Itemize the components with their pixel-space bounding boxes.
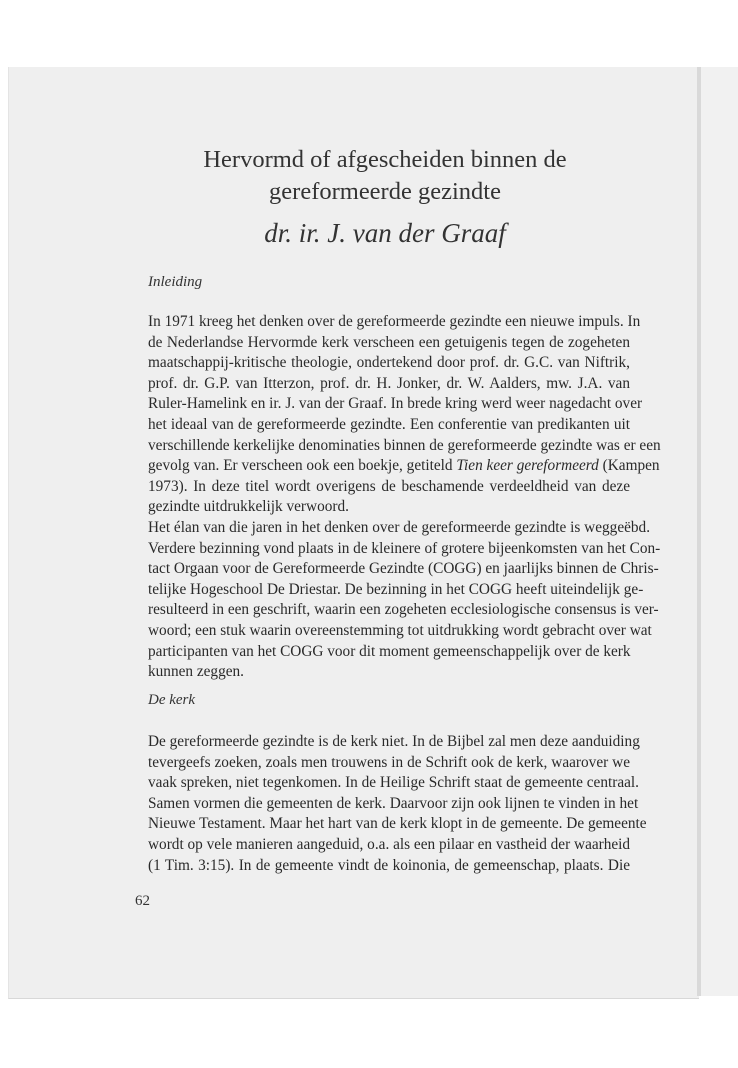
paragraph (148, 518, 661, 683)
text-line: vaak spreken, niet tegenkomen. In de Heilige Schrift staat de gemeente centraal. (148, 774, 639, 792)
text-line: Nieuwe Testament. Maar het hart van de kerk klopt in de gemeente. De gemeente (148, 815, 647, 833)
text-line: telijke Hogeschool De Driestar. De bezinning in het COGG heeft uiteindelijk ge- (148, 580, 644, 598)
text-line: 1973). In deze titel wordt overigens de beschamende verdeeldheid van deze (148, 477, 630, 495)
section-heading: Inleiding (148, 274, 203, 290)
text-line: woord; een stuk waarin overeenstemming tot uitdrukking wordt gebracht over wat (148, 621, 652, 639)
section-heading: De kerk (148, 692, 196, 708)
text-line: het ideaal van de gereformeerde gezindte. Een conferentie van predikanten uit (148, 415, 630, 433)
text-line: Ruler-Hamelink en ir. J. van der Graaf. In brede kring werd weer nagedacht over (148, 395, 643, 413)
text-line: gezindte uitdrukkelijk verwoord. (148, 498, 349, 516)
text-line: maatschappij-kritische theologie, ondertekend door prof. dr. G.C. van Niftrik, (148, 354, 630, 372)
text-line: tact Orgaan voor de Gereformeerde Gezindte (COGG) en jaarlijks binnen de Chris- (148, 560, 659, 578)
text-line: kunnen zeggen. (148, 663, 244, 681)
text-line: (1 Tim. 3:15). In de gemeente vindt de koinonia, de gemeenschap, plaats. Die (148, 856, 630, 874)
text-run: gevolg van. Er verscheen ook een boekje, getiteld (148, 457, 457, 475)
article-title (100, 144, 670, 208)
adjacent-page-edge (701, 67, 738, 996)
text-line: de Nederlandse Hervormde kerk verscheen een getuigenis tegen de zogeheten (148, 333, 630, 351)
text-line: tevergeefs zoeken, zoals men trouwens in de Schrift ook de kerk, waarover we (148, 753, 630, 771)
text-line: Verdere bezinning vond plaats in de kleinere of grotere bijeenkomsten van het Con- (148, 539, 661, 557)
text-line: De gereformeerde gezindte is de kerk niet. In de Bijbel zal men deze aanduiding (148, 733, 640, 750)
author-name: dr. ir. J. van der Graaf (264, 218, 506, 248)
text-line: Het élan van die jaren in het denken over de gereformeerde gezindte is weggeëbd. (148, 519, 651, 536)
page-number: 62 (135, 893, 150, 909)
text-line (148, 456, 660, 477)
book-title: Tien keer gereformeerd (456, 457, 599, 475)
text-line: prof. dr. G.P. van Itterzon, prof. dr. H. Jonker, dr. W. Aalders, mw. J.A. van (148, 374, 630, 392)
text-line: verschillende kerkelijke denominaties binnen de gereformeerde gezindte was er een (148, 436, 661, 454)
title-line: Hervormd of afgescheiden binnen de (203, 146, 567, 173)
paragraph (148, 312, 661, 518)
text-line: resulteerd in een geschrift, waarin een zogeheten ecclesiologische consensus is ver- (148, 601, 659, 619)
text-line: Samen vormen die gemeenten de kerk. Daarvoor zijn ook lijnen te vinden in het (148, 794, 639, 812)
paragraph (148, 732, 647, 876)
text-line: In 1971 kreeg het denken over de gereformeerde gezindte een nieuwe impuls. In (148, 313, 641, 330)
text-run: (Kampen (598, 457, 660, 475)
text-line: participanten van het COGG voor dit moment gemeenschappelijk over de kerk (148, 642, 631, 660)
title-line: gereformeerde gezindte (269, 178, 501, 205)
text-line: wordt op vele manieren aangeduid, o.a. als een pilaar en vastheid der waarheid (148, 835, 631, 853)
